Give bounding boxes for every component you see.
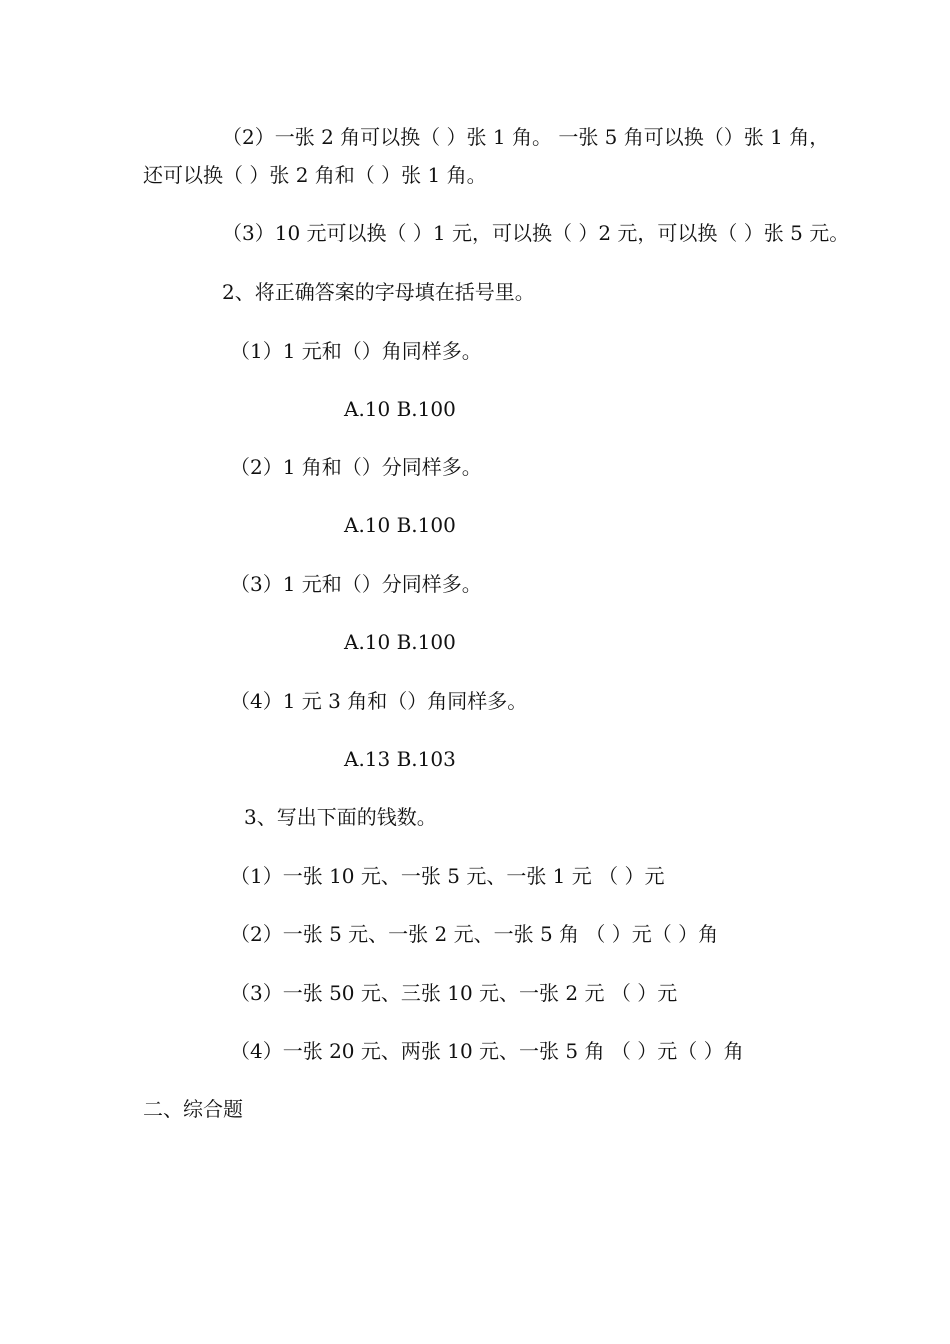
question-2-1-options: A.10 B.100: [344, 397, 456, 421]
question-2-4-options: A.13 B.103: [344, 747, 456, 771]
section-3-heading: 3、写出下面的钱数。: [244, 805, 437, 829]
question-3-3: （3）一张 50 元、三张 10 元、一张 2 元 （ ）元: [230, 981, 678, 1005]
question-3-4: （4）一张 20 元、两张 10 元、一张 5 角 （ ）元（ ）角: [230, 1039, 744, 1063]
question-3-1: （1）一张 10 元、一张 5 元、一张 1 元 （ ）元: [230, 864, 665, 888]
question-2-2: （2）1 角和（）分同样多。: [230, 455, 482, 479]
question-2-3-options: A.10 B.100: [344, 630, 456, 654]
question-1-2-line-1: （2）一张 2 角可以换（ ）张 1 角。 一张 5 角可以换（）张 1 角，: [222, 125, 830, 149]
question-2-4: （4）1 元 3 角和（）角同样多。: [230, 689, 528, 713]
question-1-3: （3）10 元可以换（ ）1 元，可以换（ ）2 元，可以换（ ）张 5 元。: [222, 221, 850, 245]
question-1-2-line-2: 还可以换（ ）张 2 角和（ ）张 1 角。: [143, 163, 487, 187]
question-2-3: （3）1 元和（）分同样多。: [230, 572, 482, 596]
question-2-2-options: A.10 B.100: [344, 513, 456, 537]
part-2-heading: 二、综合题: [143, 1097, 243, 1121]
section-2-heading: 2、将正确答案的字母填在括号里。: [222, 280, 535, 304]
question-2-1: （1）1 元和（）角同样多。: [230, 339, 482, 363]
question-3-2: （2）一张 5 元、一张 2 元、一张 5 角 （ ）元（ ）角: [230, 922, 719, 946]
